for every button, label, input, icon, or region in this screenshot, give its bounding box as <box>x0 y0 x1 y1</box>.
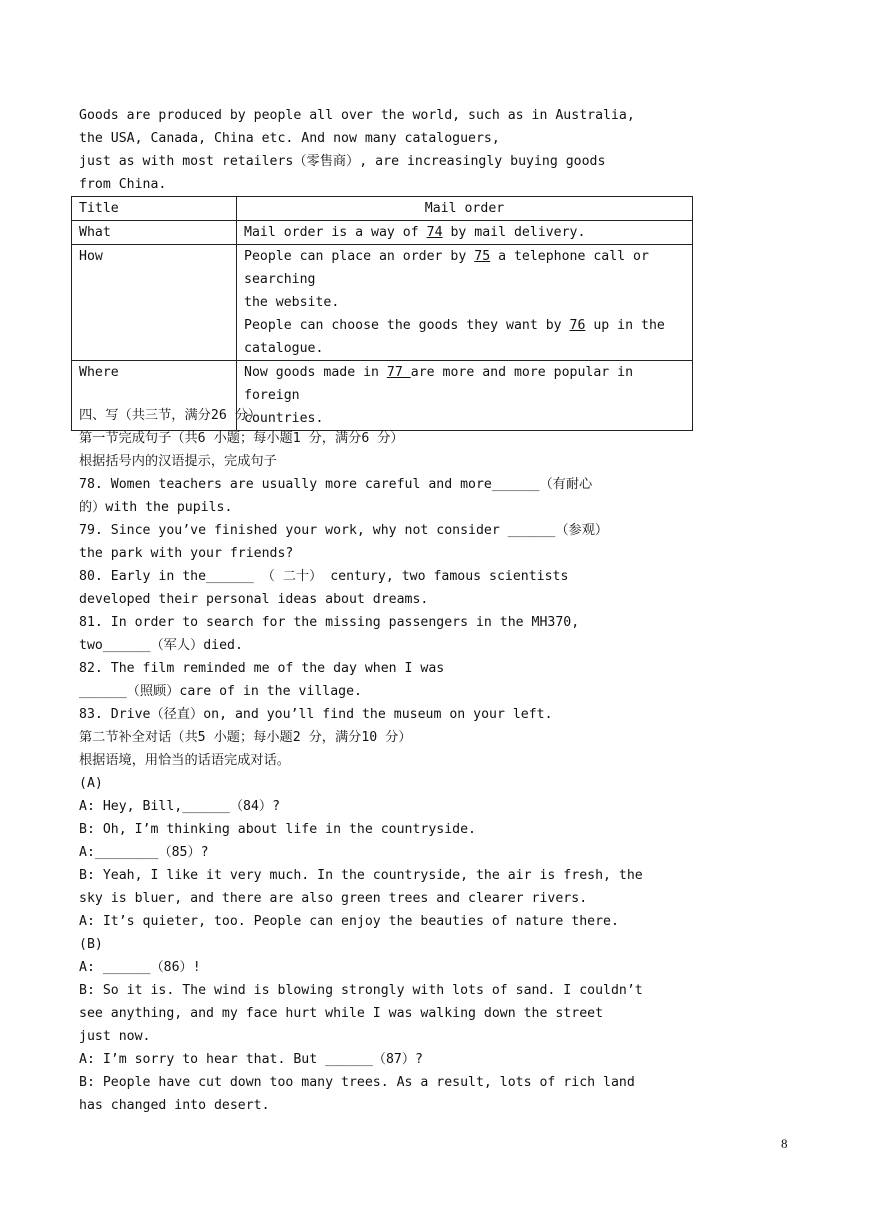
where-key: Where <box>72 361 237 431</box>
question-78: 78. Women teachers are usually more careful and more______（有耐心 <box>79 477 593 492</box>
blank-74: 74 <box>426 225 443 240</box>
dialogue-line: B: Yeah, I like it very much. In the countryside, the air is fresh, the <box>79 868 643 883</box>
blank-77: 77 <box>386 365 411 380</box>
writing-section <box>79 404 699 1117</box>
dialogue-label: (B) <box>79 937 103 952</box>
how-text: People can choose the goods they want by <box>244 318 570 333</box>
how-key: How <box>72 245 237 361</box>
question-82: 82. The film reminded me of the day when I was <box>79 661 445 676</box>
intro-line: the USA, Canada, China etc. And now many cataloguers, <box>79 131 500 146</box>
dialogue-line: see anything, and my face hurt while I was walking down the street <box>79 1006 604 1021</box>
what-value <box>237 221 693 245</box>
dialogue-line: A:________（85）? <box>79 845 209 860</box>
question-81: 81. In order to search for the missing passengers in the MH370, <box>79 615 580 630</box>
how-line <box>244 314 685 337</box>
intro-line: just as with most retailers（零售商）, are increasingly buying goods <box>79 154 606 169</box>
how-line-cont: catalogue. <box>244 341 324 356</box>
dialogue-line: A: It’s quieter, too. People can enjoy the beauties of nature there. <box>79 914 619 929</box>
what-text-end: by mail delivery. <box>442 225 586 240</box>
dialogue-line: B: People have cut down too many trees. As a result, lots of rich land <box>79 1075 635 1090</box>
dialogue-line: B: Oh, I’m thinking about life in the countryside. <box>79 822 476 837</box>
how-value <box>237 245 693 361</box>
intro-line: Goods are produced by people all over the world, such as in Australia, <box>79 108 635 123</box>
dialogue-line: has changed into desert. <box>79 1098 270 1113</box>
question-80: 80. Early in the______ （ 二十） century, two famous scientists <box>79 569 569 584</box>
intro-line: from China. <box>79 177 167 192</box>
dialogue-label: (A) <box>79 776 103 791</box>
subsection-heading: 第一节完成句子（共6 小题；每小题1 分，满分6 分） <box>79 431 404 446</box>
dialogue-line: A: I’m sorry to hear that. But ______（87）? <box>79 1052 423 1067</box>
blank-75: 75 <box>474 249 491 264</box>
subsection-heading: 第二节补全对话（共5 小题；每小题2 分，满分10 分） <box>79 730 412 745</box>
intro-paragraph <box>79 104 699 196</box>
dialogue-line: B: So it is. The wind is blowing strongly with lots of sand. I couldn’t <box>79 983 643 998</box>
blank-76: 76 <box>569 318 586 333</box>
where-line-cont: countries. <box>244 411 324 426</box>
table-row <box>72 221 693 245</box>
question-81-cont: two______（军人）died. <box>79 638 243 653</box>
question-83: 83. Drive（径直）on, and you’ll find the museum on your left. <box>79 707 553 722</box>
section-heading: 四、写（共三节，满分26 分） <box>79 408 262 423</box>
what-text: Mail order is a way of <box>244 225 427 240</box>
page-number: 8 <box>781 1136 788 1151</box>
table-row <box>72 245 693 361</box>
how-text-end: up in the <box>585 318 665 333</box>
table-row <box>72 197 693 221</box>
question-80-cont: developed their personal ideas about dreams. <box>79 592 429 607</box>
dialogue-line: sky is bluer, and there are also green trees and clearer rivers. <box>79 891 588 906</box>
question-78-cont: 的）with the pupils. <box>79 500 233 515</box>
question-79: 79. Since you’ve finished your work, why not consider ______（参观） <box>79 523 609 538</box>
instruction: 根据括号内的汉语提示，完成句子 <box>79 454 277 469</box>
how-text: People can place an order by <box>244 249 475 264</box>
where-text-end: are more and more popular in foreign <box>244 365 634 403</box>
title-value: Mail order <box>237 197 693 221</box>
what-key: What <box>72 221 237 245</box>
how-line-cont: the website. <box>244 295 340 310</box>
dialogue-line: A: Hey, Bill,______（84）? <box>79 799 281 814</box>
mail-order-table <box>71 196 693 431</box>
where-text: Now goods made in <box>244 365 387 380</box>
question-82-cont: ______（照顾）care of in the village. <box>79 684 362 699</box>
how-line <box>244 245 685 291</box>
question-79-cont: the park with your friends? <box>79 546 294 561</box>
dialogue-line: just now. <box>79 1029 151 1044</box>
how-text-end: a telephone call or searching <box>244 249 649 287</box>
dialogue-line: A: ______（86）! <box>79 960 201 975</box>
title-key: Title <box>72 197 237 221</box>
instruction: 根据语境，用恰当的话语完成对话。 <box>79 753 290 768</box>
where-line <box>244 361 685 407</box>
